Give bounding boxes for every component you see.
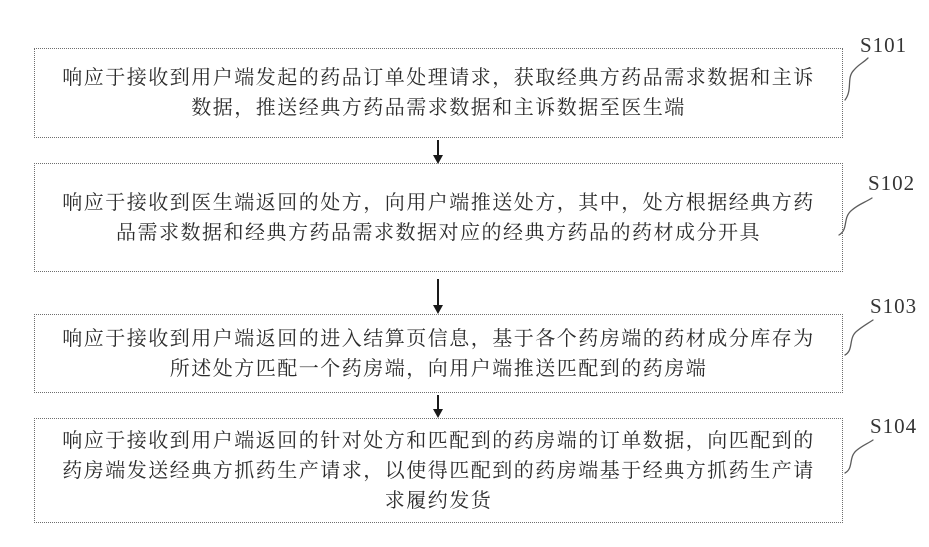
leader-line-s103 xyxy=(842,318,876,358)
step-s104-text-line: 药房端发送经典方抓药生产请求，以使得匹配到的药房端基于经典方抓药生产请 xyxy=(62,459,815,482)
step-s102-text-line: 品需求数据和经典方药品需求数据对应的经典方药品的药材成分开具 xyxy=(116,221,761,244)
flow-arrow-1 xyxy=(437,140,439,155)
step-s101-text-line: 响应于接收到用户端发起的药品订单处理请求，获取经典方药品需求数据和主诉 xyxy=(62,67,815,89)
step-s102-text-line: 响应于接收到医生端返回的处方，向用户端推送处方，其中，处方根据经典方药 xyxy=(62,191,815,214)
step-s103-text-line: 所述处方匹配一个药房端，向用户端推送匹配到的药房端 xyxy=(169,357,708,380)
flow-arrow-3 xyxy=(437,395,439,409)
step-label-s102: S102 xyxy=(868,171,916,195)
leader-line-s102 xyxy=(834,196,876,238)
step-s101-text-line: 数据，推送经典方药品需求数据和主诉数据至医生端 xyxy=(191,97,686,119)
step-label-s101: S101 xyxy=(860,33,908,57)
step-label-s104: S104 xyxy=(870,414,918,438)
step-label-s103: S103 xyxy=(870,294,918,318)
flow-arrow-2 xyxy=(437,279,439,305)
step-box-s102 xyxy=(34,163,843,272)
step-box-s104 xyxy=(34,418,843,523)
step-s104-text-line: 响应于接收到用户端返回的针对处方和匹配到的药房端的订单数据，向匹配到的 xyxy=(62,429,815,452)
step-box-s103 xyxy=(34,314,843,393)
step-box-s101 xyxy=(34,48,843,138)
leader-line-s101 xyxy=(842,56,872,102)
leader-line-s104 xyxy=(842,438,876,476)
step-s104-text-line: 求履约发货 xyxy=(384,489,493,512)
step-s103-text-line: 响应于接收到用户端返回的进入结算页信息，基于各个药房端的药材成分库存为 xyxy=(62,327,815,350)
